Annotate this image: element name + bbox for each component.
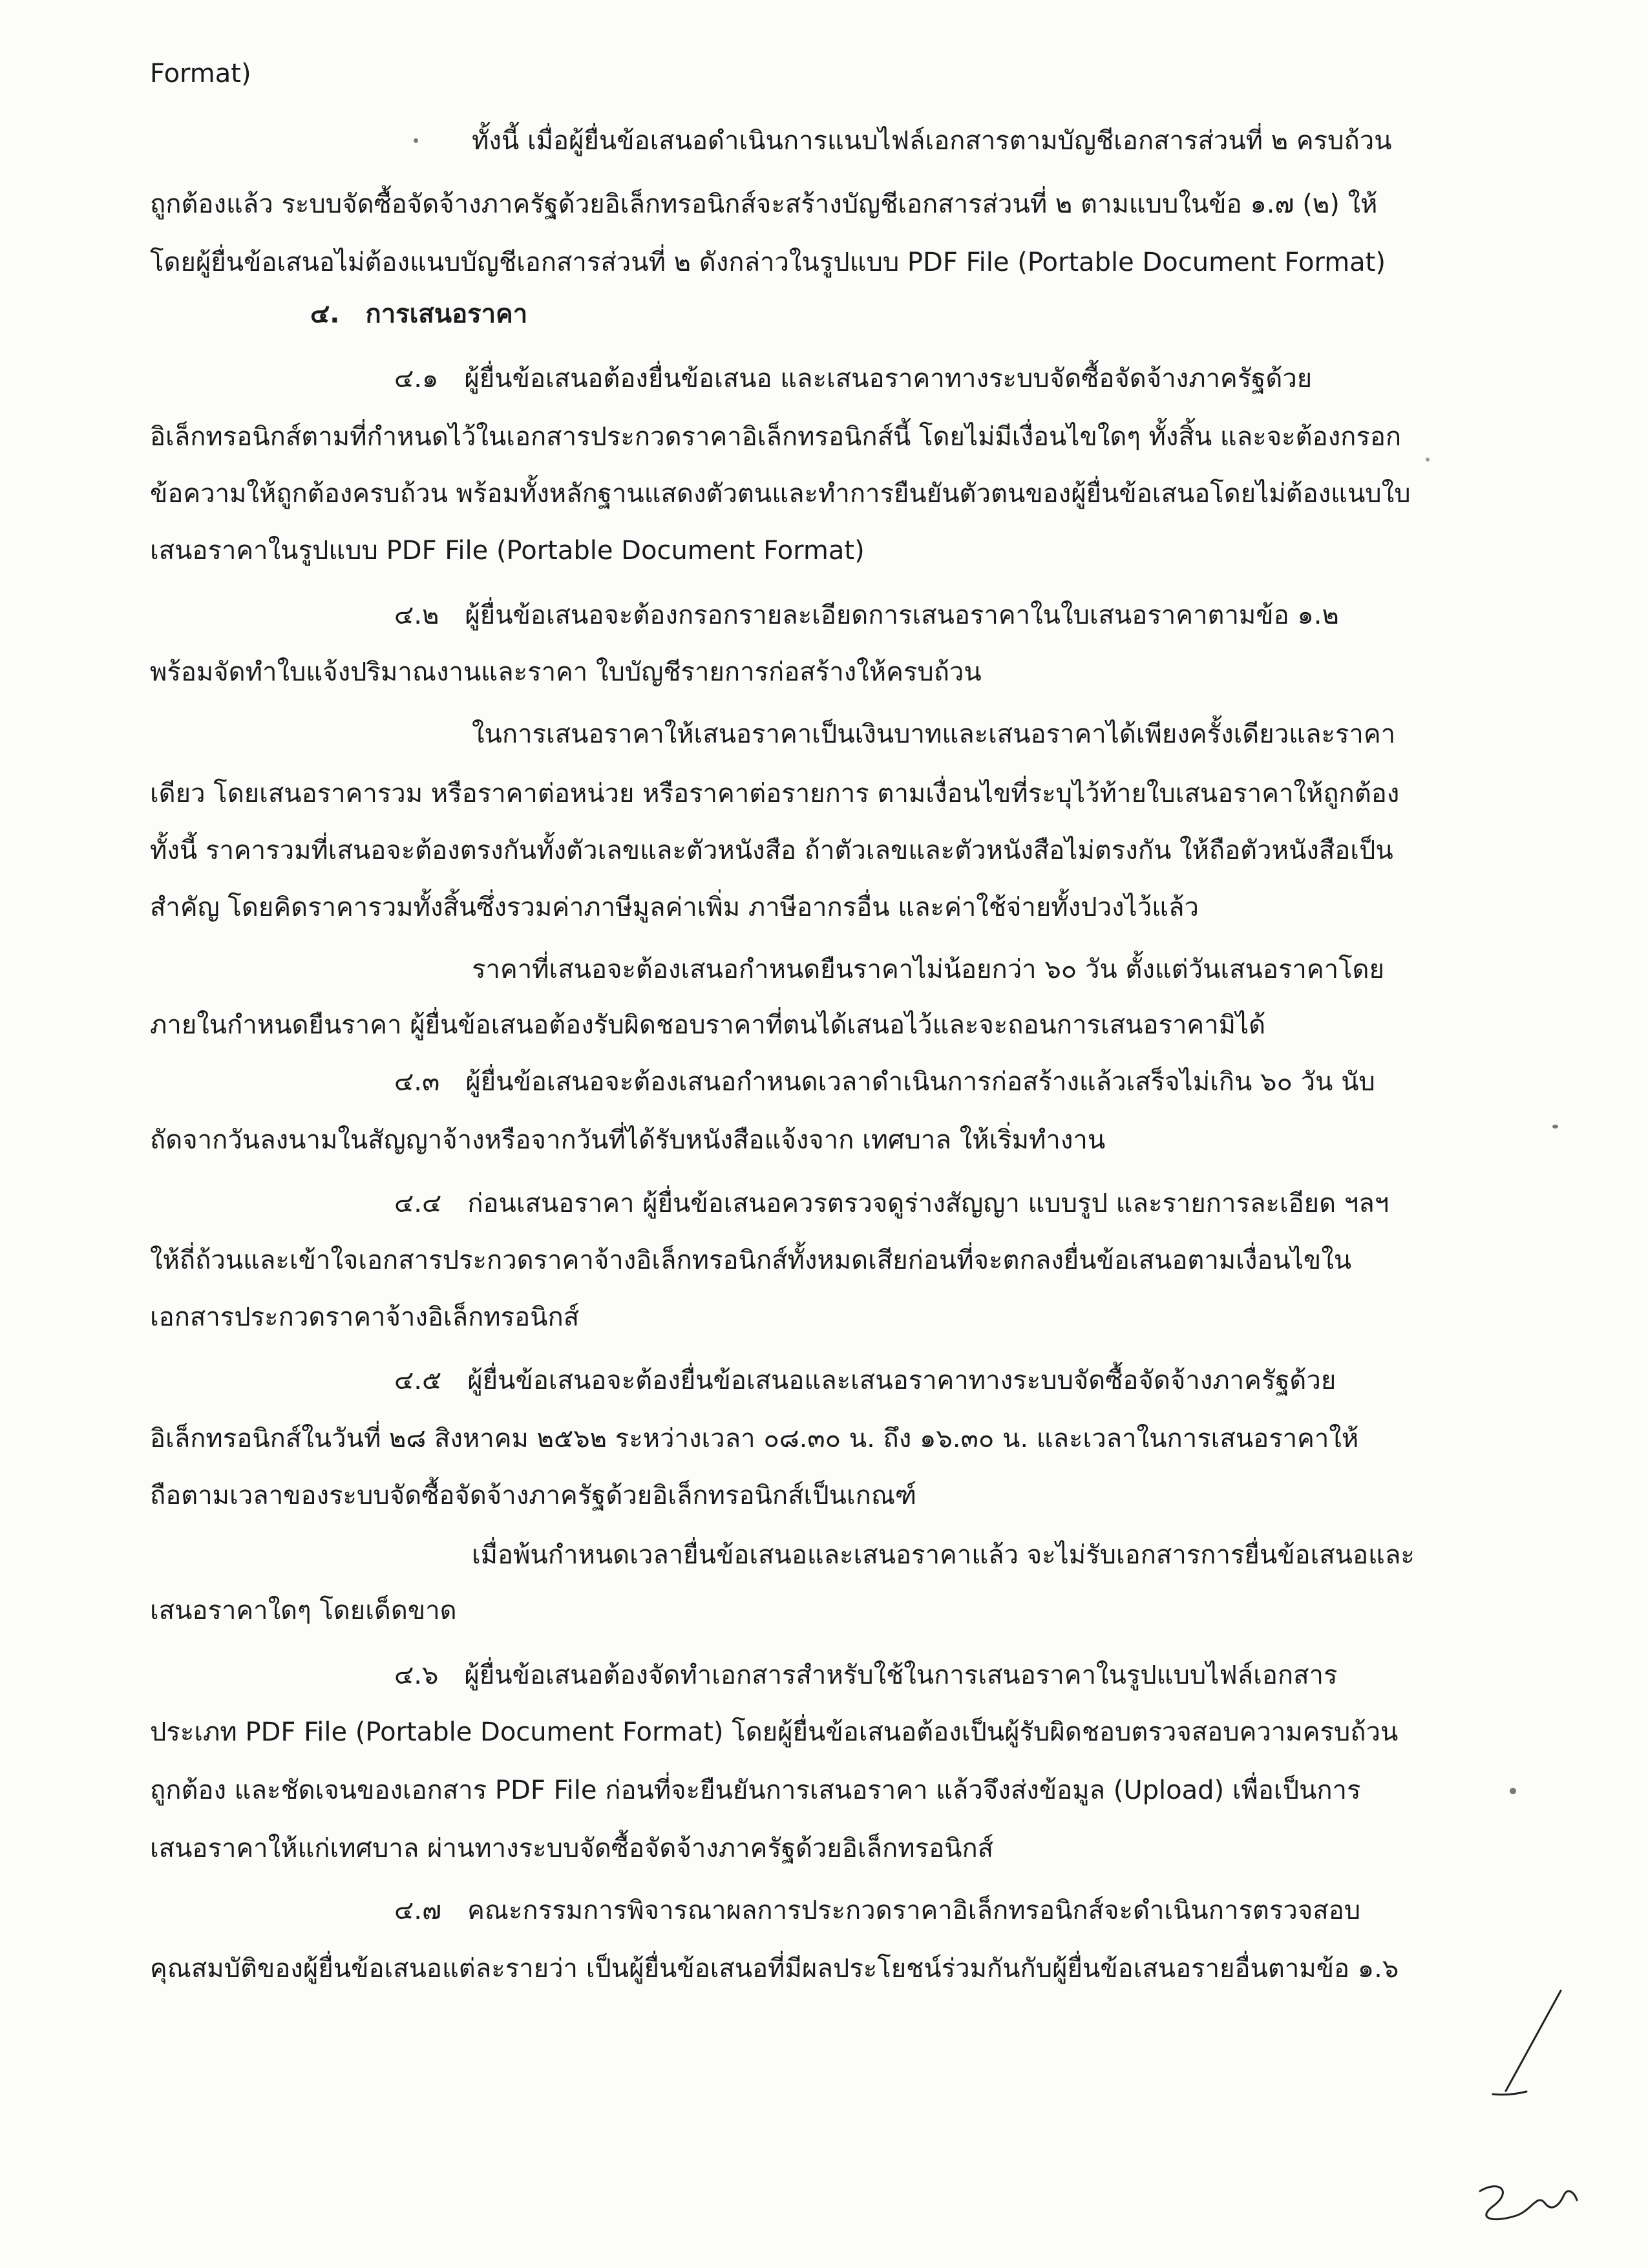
scan-speck	[1510, 1788, 1516, 1794]
text-line: ผู้ยื่นข้อเสนอต้องยื่นข้อเสนอ และเสนอราคาทางระบบจัดซื้อจัดจ้างภาครัฐด้วย	[464, 364, 1313, 394]
text-line: ถูกต้อง และชัดเจนของเอกสาร PDF File ก่อนที่จะยืนยันการเสนอราคา แล้วจึงส่งข้อมูล (Upload) เพื่อเป็นการ	[150, 1775, 1361, 1805]
text-line: ผู้ยื่นข้อเสนอจะต้องกรอกรายละเอียดการเสนอราคาในใบเสนอราคาตามข้อ ๑.๒	[465, 600, 1339, 630]
clause-number: ๔.๓	[394, 1067, 440, 1097]
text-line: โดยผู้ยื่นข้อเสนอไม่ต้องแนบบัญชีเอกสารส่วนที่ ๒ ดังกล่าวในรูปแบบ PDF File (Portable Document Format)	[150, 248, 1386, 277]
text-line: สำคัญ โดยคิดราคารวมทั้งสิ้นซึ่งรวมค่าภาษีมูลค่าเพิ่ม ภาษีอากรอื่น และค่าใช้จ่ายทั้งปวงไว้แล้ว	[150, 893, 1199, 922]
text-line: อิเล็กทรอนิกส์ในวันที่ ๒๘ สิงหาคม ๒๕๖๒ ระหว่างเวลา ๐๘.๓๐ น. ถึง ๑๖.๓๐ น. และเวลาในการเสนอราคาให้	[150, 1424, 1359, 1454]
text-line: ก่อนเสนอราคา ผู้ยื่นข้อเสนอควรตรวจดูร่างสัญญา แบบรูป และรายการละเอียด ฯลฯ	[467, 1189, 1389, 1218]
clause-4-3	[394, 1065, 1375, 1099]
text-line: ถัดจากวันลงนามในสัญญาจ้างหรือจากวันที่ได้รับหนังสือแจ้งจาก เทศบาล ให้เริ่มทำงาน	[150, 1125, 1106, 1155]
text-line: เสนอราคาในรูปแบบ PDF File (Portable Document Format)	[150, 536, 865, 566]
text-line: เอกสารประกวดราคาจ้างอิเล็กทรอนิกส์	[150, 1302, 580, 1332]
scan-speck	[414, 138, 418, 143]
text-line: ผู้ยื่นข้อเสนอจะต้องยื่นข้อเสนอและเสนอราคาทางระบบจัดซื้อจัดจ้างภาครัฐด้วย	[467, 1366, 1336, 1395]
text-line: ทั้งนี้ เมื่อผู้ยื่นข้อเสนอดำเนินการแนบไฟล์เอกสารตามบัญชีเอกสารส่วนที่ ๒ ครบถ้วน	[472, 126, 1392, 156]
clause-number: ๔.๗	[394, 1896, 442, 1925]
text-line: เดียว โดยเสนอราคารวม หรือราคาต่อหน่วย หรือราคาต่อรายการ ตามเงื่อนไขที่ระบุไว้ท้ายใบเสนอราคาให้ถูกต้อง	[150, 779, 1400, 809]
text-line: อิเล็กทรอนิกส์ตามที่กำหนดไว้ในเอกสารประกวดราคาอิเล็กทรอนิกส์นี้ โดยไม่มีเงื่อนไขใดๆ ทั้งสิ้น และจะต้องกรอก	[150, 422, 1402, 452]
text-line: ให้ถี่ถ้วนและเข้าใจเอกสารประกวดราคาจ้างอิเล็กทรอนิกส์ทั้งหมดเสียก่อนที่จะตกลงยื่นข้อเสนอตามเงื่อนไขใน	[150, 1245, 1352, 1275]
signature-icon	[1454, 1978, 1609, 2249]
clause-number: ๔.๕	[394, 1366, 442, 1395]
text-line: เสนอราคาใดๆ โดยเด็ดขาด	[150, 1596, 457, 1626]
section-number: ๔.	[310, 299, 340, 329]
text-line: ถือตามเวลาของระบบจัดซื้อจัดจ้างภาครัฐด้วยอิเล็กทรอนิกส์เป็นเกณฑ์	[150, 1481, 917, 1510]
text-line: ประเภท PDF File (Portable Document Format) โดยผู้ยื่นข้อเสนอต้องเป็นผู้รับผิดชอบตรวจสอบความครบถ้วน	[150, 1717, 1399, 1747]
section-heading	[310, 297, 527, 331]
scan-speck	[1552, 1125, 1558, 1129]
clause-number: ๔.๒	[394, 600, 439, 630]
text-line: เมื่อพ้นกำหนดเวลายื่นข้อเสนอและเสนอราคาแล้ว จะไม่รับเอกสารการยื่นข้อเสนอและ	[472, 1540, 1415, 1570]
text-line: ทั้งนี้ ราคารวมที่เสนอจะต้องตรงกันทั้งตัวเลขและตัวหนังสือ ถ้าตัวเลขและตัวหนังสือไม่ตรงกัน ให้ถือตัวหนังสือเป็น	[150, 836, 1393, 865]
clause-4-7	[394, 1894, 1360, 1927]
text-line: ราคาที่เสนอจะต้องเสนอกำหนดยืนราคาไม่น้อยกว่า ๖๐ วัน ตั้งแต่วันเสนอราคาโดย	[472, 955, 1384, 984]
clause-4-4	[394, 1187, 1389, 1220]
clause-4-5	[394, 1364, 1336, 1397]
text-line: ถูกต้องแล้ว ระบบจัดซื้อจัดจ้างภาครัฐด้วยอิเล็กทรอนิกส์จะสร้างบัญชีเอกสารส่วนที่ ๒ ตามแบบในข้อ ๑.๗ (๒) ให้	[150, 189, 1378, 219]
clause-4-6	[394, 1659, 1337, 1692]
clause-number: ๔.๖	[394, 1660, 439, 1690]
text-line: Format)	[150, 59, 251, 89]
text-line: ผู้ยื่นข้อเสนอต้องจัดทำเอกสารสำหรับใช้ในการเสนอราคาในรูปแบบไฟล์เอกสาร	[464, 1660, 1338, 1690]
text-line: ภายในกำหนดยืนราคา ผู้ยื่นข้อเสนอต้องรับผิดชอบราคาที่ตนได้เสนอไว้และจะถอนการเสนอราคามิได้	[150, 1010, 1266, 1040]
clause-number: ๔.๑	[394, 364, 439, 394]
scan-speck	[1426, 458, 1430, 461]
text-line: ข้อความให้ถูกต้องครบถ้วน พร้อมทั้งหลักฐานแสดงตัวตนและทำการยืนยันตัวตนของผู้ยื่นข้อเสนอโดยไม่ต้องแนบใบ	[150, 479, 1411, 509]
text-line: คุณสมบัติของผู้ยื่นข้อเสนอแต่ละรายว่า เป็นผู้ยื่นข้อเสนอที่มีผลประโยชน์ร่วมกันกับผู้ยื่นข้อเสนอรายอื่นตามข้อ ๑.๖	[150, 1954, 1399, 1984]
text-line: ผู้ยื่นข้อเสนอจะต้องเสนอกำหนดเวลาดำเนินการก่อสร้างแล้วเสร็จไม่เกิน ๖๐ วัน นับ	[465, 1067, 1375, 1097]
clause-4-2	[394, 599, 1339, 632]
text-line: เสนอราคาให้แก่เทศบาล ผ่านทางระบบจัดซื้อจัดจ้างภาครัฐด้วยอิเล็กทรอนิกส์	[150, 1834, 994, 1863]
section-title: การเสนอราคา	[365, 299, 528, 329]
text-line: คณะกรรมการพิจารณาผลการประกวดราคาอิเล็กทรอนิกส์จะดำเนินการตรวจสอบ	[467, 1896, 1361, 1925]
text-line: ในการเสนอราคาให้เสนอราคาเป็นเงินบาทและเสนอราคาได้เพียงครั้งเดียวและราคา	[472, 719, 1396, 749]
clause-number: ๔.๔	[394, 1189, 442, 1218]
text-line: พร้อมจัดทำใบแจ้งปริมาณงานและราคา ใบบัญชีรายการก่อสร้างให้ครบถ้วน	[150, 657, 982, 687]
clause-4-1	[394, 362, 1312, 396]
